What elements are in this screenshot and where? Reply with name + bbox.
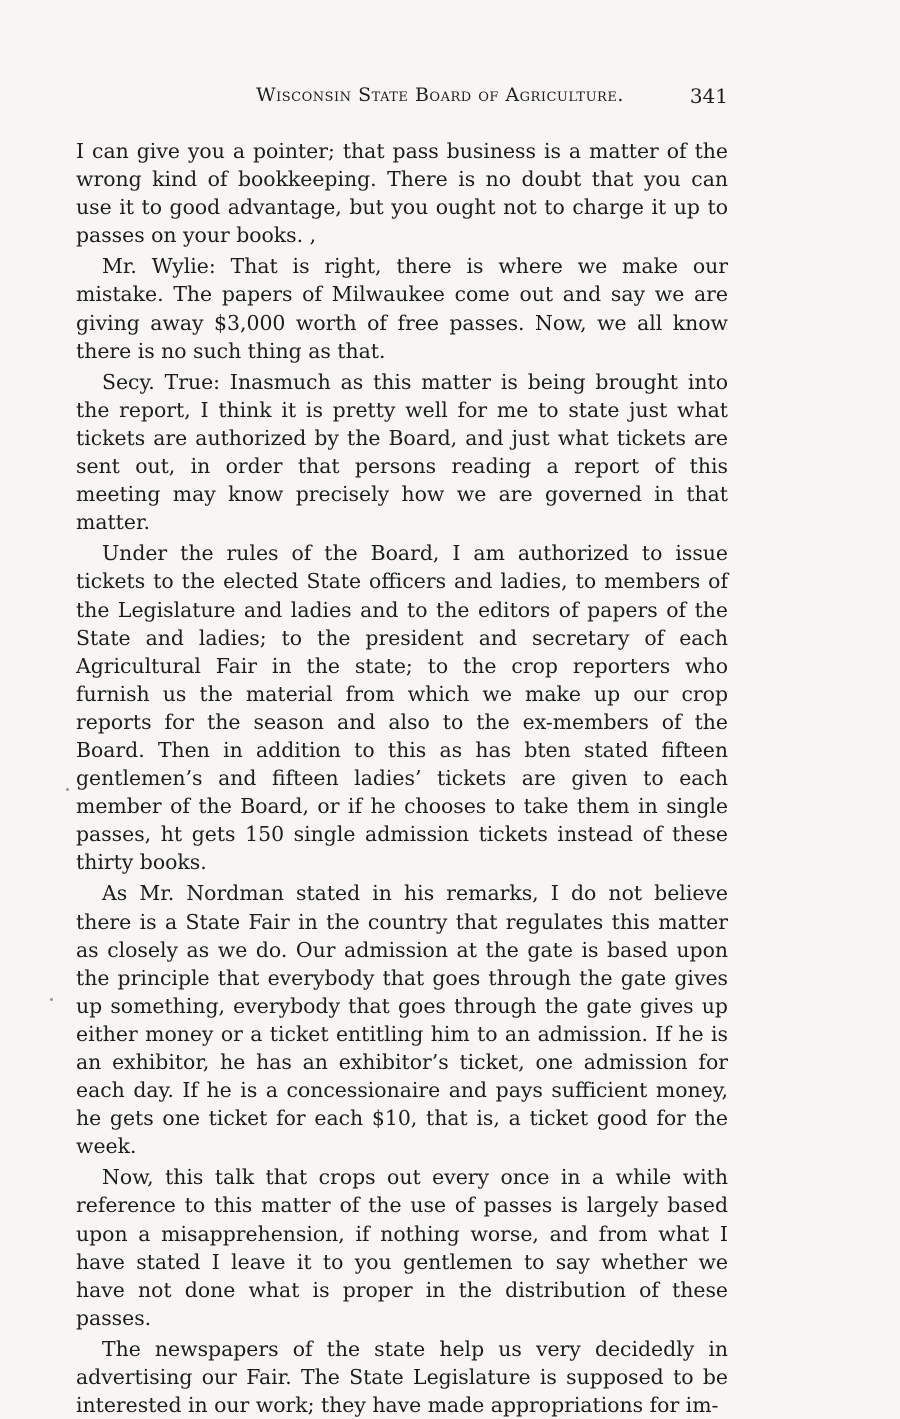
paragraph-secy-true: Secy. True: Inasmuch as this matter is being brought into the report, I think it is pretty well for me to state just what tickets are authorized by the Board, and just what tickets are sent out, in order that persons reading a report of this meeting may know precisely how we are governed in that matter. [76,369,728,535]
paragraph-newspapers: The newspapers of the state help us very decidedly in advertising our Fair. The State Legislature is supposed to be interested in our work; they have made appropriations for im- [76,1336,728,1418]
paragraph-rules: Under the rules of the Board, I am authorized to issue tickets to the elected State officers and ladies, to members of the Legislature and ladies and to the editors of papers of the State and ladies; to the president and secretary of each Agricultural Fair in the state; to the crop reporters who furnish us the material from which we make up our crop reports for the season and also to the ex-members of the Board. Then in addition to this as has bten stated fifteen gentlemen’s and fifteen ladies’ tickets are given to each member of the Board, or if he chooses to take them in single passes, ht gets 150 single admission tickets instead of these thirty books. [76,541,728,875]
paragraph-nordman: As Mr. Nordman stated in his remarks, I do not believe there is a State Fair in the country that regulates this matter as closely as we do. Our admission at the gate is based upon the principle that everybody that goes through the gate gives up something, everybody that goes through the gate gives up either money or a ticket entitling him to an admission. If he is an exhibitor, he has an exhibitor’s ticket, one admission for each day. If he is a concessionaire and pays sufficient money, he gets one ticket for each $10, that is, a ticket good for the week. [76,881,728,1159]
page-header [76,84,728,108]
print-speck [66,788,69,791]
print-speck [50,998,53,1001]
paragraph-passes: Now, this talk that crops out every once in a while with reference to this matter of the use of passes is largely based upon a misapprehension, if nothing worse, and from what I have stated I leave it to you gentlemen to say whether we have not done what is proper in the distribution of these passes. [76,1165,728,1330]
page-body [76,137,728,1419]
running-title: Wisconsin State Board of Agriculture. [256,84,624,106]
page-number: 341 [689,84,728,108]
paragraph-continuation: I can give you a pointer; that pass business is a matter of the wrong kind of bookkeeping. There is no doubt that you can use it to good advantage, but you ought not to charge it up to passes on your books. , [76,139,728,248]
paragraph-wylie: Mr. Wylie: That is right, there is where we make our mistake. The papers of Milwaukee come out and say we are giving away $3,000 worth of free passes. Now, we all know there is no such thing as that. [76,254,728,363]
